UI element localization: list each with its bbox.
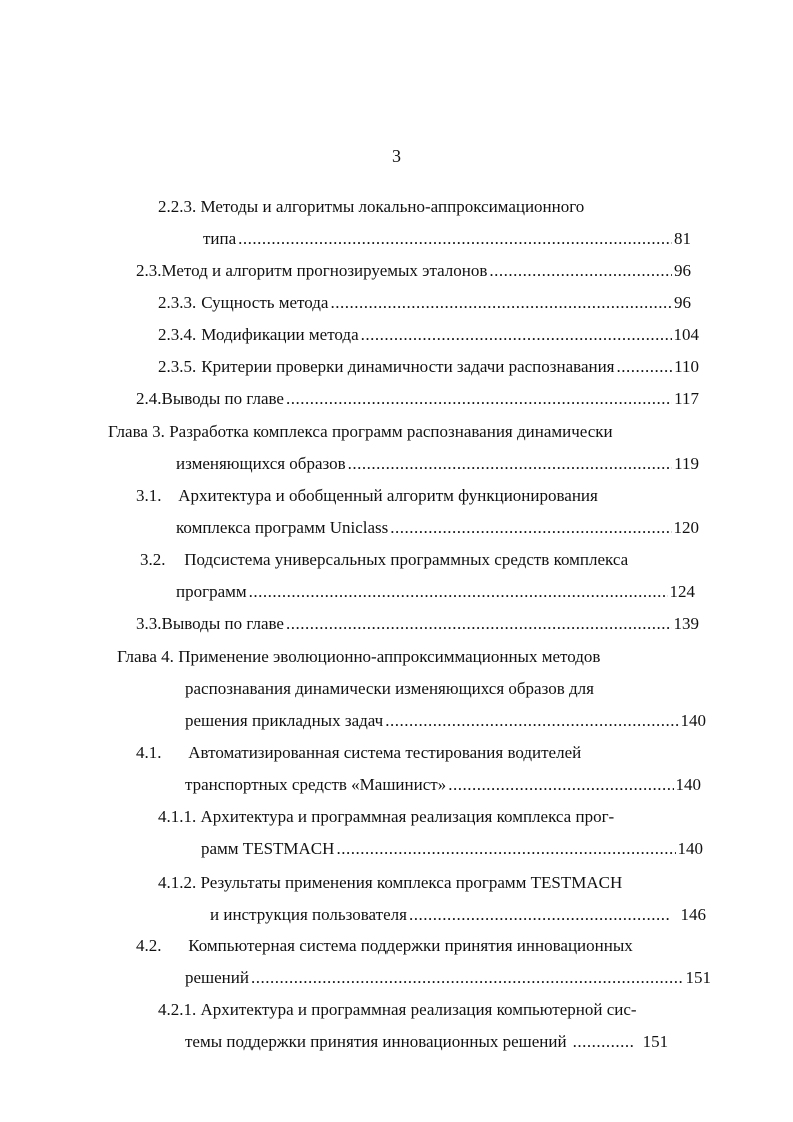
dot-leader	[385, 710, 678, 732]
toc-page: 119	[674, 454, 699, 473]
toc-title: Сущность метода	[201, 293, 329, 312]
toc-entry-2-3	[136, 260, 691, 282]
toc-title-cont: решений	[185, 968, 249, 987]
dot-leader	[448, 774, 673, 796]
toc-page: 117	[674, 389, 699, 408]
toc-page: 96	[674, 261, 691, 280]
toc-number: 2.2.3.	[158, 197, 197, 216]
toc-title-cont: распознавания динамически изменяющихся образов для	[185, 679, 594, 698]
dot-leader	[330, 292, 672, 314]
dot-leader	[361, 324, 672, 346]
toc-entry-3-1	[136, 485, 598, 507]
toc-title-cont: типа	[203, 229, 237, 248]
toc-title: Автоматизированная система тестирования водителей	[188, 743, 582, 762]
toc-entry-2-3-4	[158, 324, 699, 346]
toc-page: 139	[673, 614, 699, 633]
toc-entry-4-2-cont	[185, 967, 711, 989]
toc-title: Модификации метода	[201, 325, 359, 344]
toc-chapter-3-cont	[176, 453, 699, 475]
toc-number: 2.4.	[136, 389, 162, 408]
toc-entry-3-1-cont	[176, 517, 699, 539]
toc-title-cont: решения прикладных задач	[185, 711, 384, 730]
dot-leader	[249, 581, 668, 603]
toc-page: 140	[677, 839, 703, 858]
toc-title: Критерии проверки динамичности задачи распознавания	[201, 357, 615, 376]
toc-number: 2.3.4.	[158, 325, 197, 344]
toc-number: 4.1.2.	[158, 873, 197, 892]
dot-leader	[251, 967, 684, 989]
toc-entry-2-4	[136, 388, 699, 410]
dot-leader	[348, 453, 672, 475]
toc-title: Архитектура и программная реализация компьютерной сис-	[200, 1000, 637, 1019]
dot-leader	[573, 1031, 633, 1053]
toc-page: 110	[674, 357, 699, 376]
toc-number: 2.3.	[136, 261, 162, 280]
toc-number: 3.2.	[140, 550, 166, 569]
toc-entry-3-3	[136, 613, 699, 635]
toc-title: Компьютерная система поддержки принятия инновационных	[188, 936, 633, 955]
toc-number: 4.1.1.	[158, 807, 197, 826]
toc-title: Архитектура и программная реализация комплекса прог-	[200, 807, 615, 826]
toc-title: Подсистема универсальных программных средств комплекса	[184, 550, 629, 569]
toc-page: 104	[673, 325, 699, 344]
dot-leader	[286, 613, 672, 635]
toc-entry-4-2	[136, 935, 633, 957]
toc-entry-2-2-3	[158, 196, 584, 218]
toc-title-cont: и инструкция пользователя	[210, 905, 407, 924]
toc-page: 151	[642, 1032, 669, 1051]
toc-page: 124	[669, 582, 695, 601]
toc-title: Результаты применения комплекса программ TESTMACH	[200, 873, 623, 892]
toc-title: Применение эволюционно-аппроксиммационных методов	[178, 647, 601, 666]
page-number: 3	[392, 146, 401, 166]
toc-entry-4-1-1-cont	[201, 838, 703, 860]
toc-entry-2-3-3	[158, 292, 691, 314]
toc-page: 140	[680, 711, 706, 730]
toc-title: Разработка комплекса программ распознавания динамически	[169, 422, 613, 441]
dot-leader	[286, 388, 672, 410]
toc-number: 4.2.1.	[158, 1000, 197, 1019]
toc-entry-4-1-1	[158, 806, 614, 828]
toc-entry-3-2	[140, 549, 628, 571]
toc-entry-3-2-cont	[176, 581, 695, 603]
toc-entry-4-2-1	[158, 999, 637, 1021]
toc-entry-2-3-5	[158, 356, 699, 378]
toc-title-cont: изменяющихся образов	[176, 454, 346, 473]
toc-page: 96	[674, 293, 691, 312]
dot-leader	[409, 904, 671, 926]
toc-number: 3.1.	[136, 486, 162, 505]
toc-number: Глава 3.	[108, 422, 165, 441]
toc-title-cont: рамм TESTMACH	[201, 839, 335, 858]
toc-entry-4-1-cont	[185, 774, 701, 796]
toc-number: 2.3.5.	[158, 357, 197, 376]
toc-page: 151	[685, 968, 711, 987]
toc-title: Выводы по главе	[161, 614, 284, 633]
toc-number: 3.3.	[136, 614, 162, 633]
toc-title-cont: программ	[176, 582, 247, 601]
toc-title: Выводы по главе	[161, 389, 284, 408]
toc-entry-2-2-3-cont	[203, 228, 691, 250]
dot-leader	[489, 260, 672, 282]
toc-page: 120	[673, 518, 699, 537]
dot-leader	[336, 838, 675, 860]
toc-number: 2.3.3.	[158, 293, 197, 312]
dot-leader	[390, 517, 671, 539]
toc-entry-4-1	[136, 742, 581, 764]
toc-chapter-4	[117, 646, 600, 668]
toc-page: 146	[680, 905, 706, 924]
dot-leader	[617, 356, 673, 378]
toc-entry-4-1-2	[158, 872, 622, 894]
toc-number: 4.2.	[136, 936, 162, 955]
toc-title: Метод и алгоритм прогнозируемых эталонов	[161, 261, 488, 280]
toc-entry-4-2-1-cont	[185, 1031, 711, 1053]
toc-chapter-4-cont2	[185, 710, 706, 732]
toc-number: Глава 4.	[117, 647, 174, 666]
toc-title-cont: комплекса программ Uniclass	[176, 518, 389, 537]
toc-page: 140	[675, 775, 701, 794]
toc-chapter-3	[108, 421, 613, 443]
toc-page: 81	[674, 229, 691, 248]
toc-entry-4-1-2-cont	[210, 904, 706, 926]
dot-leader	[238, 228, 672, 250]
toc-title: Архитектура и обобщенный алгоритм функционирования	[178, 486, 598, 505]
toc-title: Методы и алгоритмы локально-аппроксимационного	[200, 197, 585, 216]
toc-title-cont: транспортных средств «Машинист»	[185, 775, 447, 794]
toc-chapter-4-cont	[185, 678, 594, 700]
toc-title-cont: темы поддержки принятия инновационных решений	[185, 1032, 567, 1051]
toc-number: 4.1.	[136, 743, 162, 762]
